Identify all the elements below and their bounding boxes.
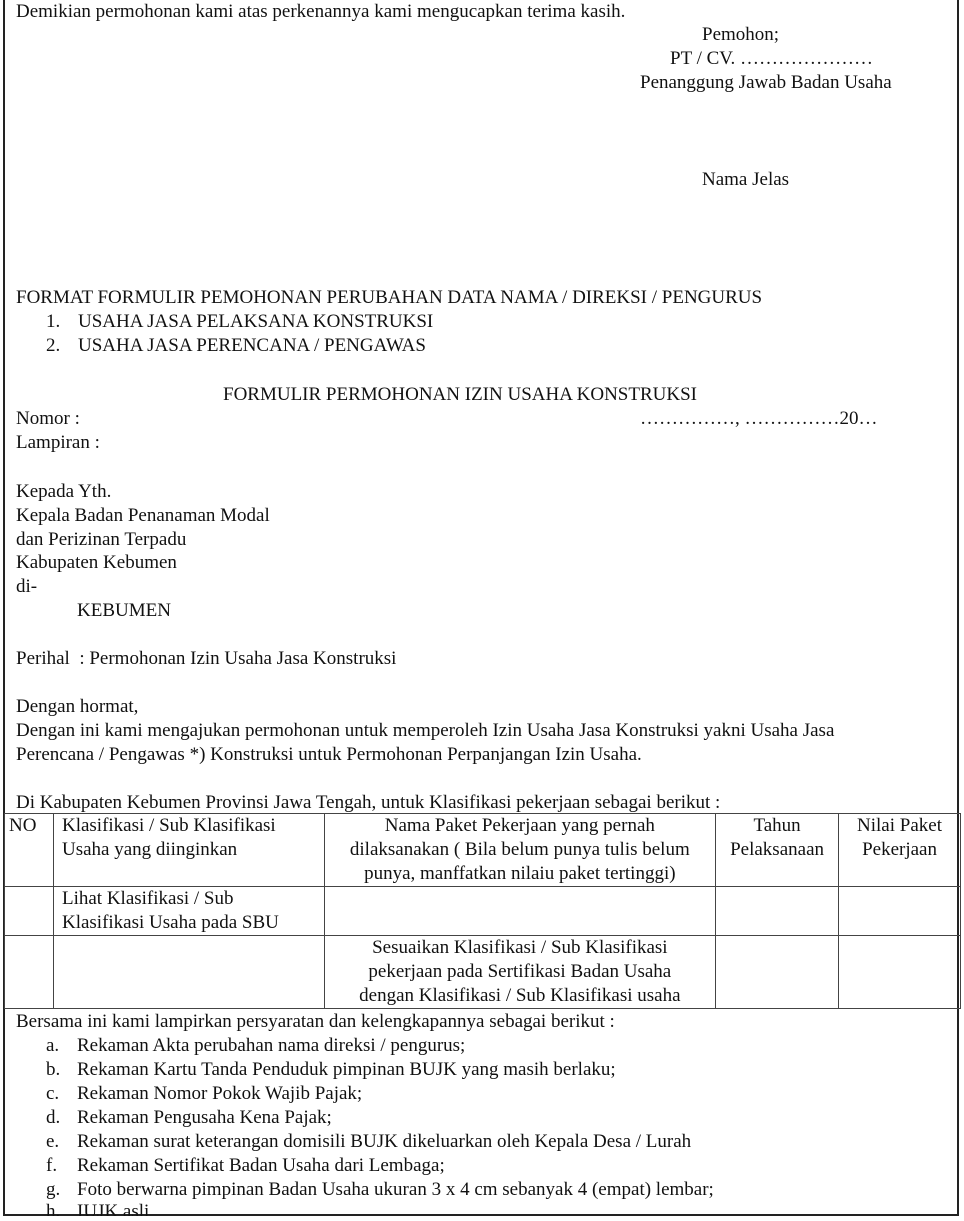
recipient-line: Kepala Badan Penanaman Modal — [16, 505, 270, 526]
attachment-text: Foto berwarna pimpinan Badan Usaha ukuran 3 x 4 cm sebanyak 4 (empat) lembar; — [77, 1179, 714, 1200]
attachment-label: h. — [46, 1201, 61, 1216]
attachment-text: Rekaman Akta perubahan nama direksi / pengurus; — [77, 1035, 466, 1056]
lampiran-label: Lampiran : — [16, 432, 100, 453]
attachment-item — [46, 1200, 149, 1216]
attachment-label: g. — [46, 1179, 61, 1200]
classification-intro: Di Kabupaten Kebumen Provinsi Jawa Tengah, untuk Klasifikasi pekerjaan sebagai berikut : — [16, 792, 721, 813]
recipient-greeting: Kepada Yth. — [16, 481, 112, 502]
format-item — [46, 310, 433, 334]
attachment-item — [46, 1130, 691, 1154]
attachment-item — [46, 1058, 616, 1082]
recipient-line: dan Perizinan Terpadu — [16, 529, 187, 550]
attachment-label: f. — [46, 1155, 58, 1176]
table-row — [5, 936, 961, 1009]
attachment-item — [46, 1106, 332, 1130]
format-item-num: 1. — [46, 311, 61, 332]
attachment-text: Rekaman Sertifikat Badan Usaha dari Lembaga; — [77, 1155, 445, 1176]
attachment-text: IUJK asli — [77, 1201, 150, 1216]
table-cell — [716, 887, 839, 936]
row1-klasifikasi: Lihat Klasifikasi / Sub Klasifikasi Usaha pada SBU — [53, 887, 324, 936]
company-line: PT / CV. ………………… — [670, 48, 874, 69]
date-line: ……………, ……………20… — [640, 408, 878, 429]
body-paragraph-line: Dengan ini kami mengajukan permohonan untuk memperoleh Izin Usaha Jasa Konstruksi yakni Usaha Jasa — [16, 720, 835, 741]
header-tahun: Tahun Pelaksanaan — [716, 814, 839, 887]
attachment-item — [46, 1178, 714, 1202]
table-cell — [324, 887, 715, 936]
format-title: FORMAT FORMULIR PEMOHONAN PERUBAHAN DATA NAMA / DIREKSI / PENGURUS — [16, 287, 763, 308]
table-header-row — [5, 814, 961, 887]
attachment-label: b. — [46, 1059, 61, 1080]
header-nilai: Nilai Paket Pekerjaan — [839, 814, 961, 887]
format-item-num: 2. — [46, 335, 61, 356]
recipient-line: Kabupaten Kebumen — [16, 552, 177, 573]
classification-table — [4, 813, 961, 1009]
subject-line: Perihal : Permohonan Izin Usaha Jasa Konstruksi — [16, 648, 397, 669]
table-cell — [716, 936, 839, 1009]
attachment-text: Rekaman surat keterangan domisili BUJK dikeluarkan oleh Kepala Desa / Lurah — [77, 1131, 692, 1152]
attachment-label: e. — [46, 1131, 60, 1152]
header-no: NO — [5, 814, 54, 887]
attachment-label: a. — [46, 1035, 60, 1056]
attachment-label: d. — [46, 1107, 61, 1128]
format-item — [46, 334, 426, 358]
attachments-intro: Bersama ini kami lampirkan persyaratan dan kelengkapannya sebagai berikut : — [16, 1011, 615, 1032]
table-cell — [53, 936, 324, 1009]
attachment-text: Rekaman Kartu Tanda Penduduk pimpinan BUJK yang masih berlaku; — [77, 1059, 616, 1080]
recipient-city: KEBUMEN — [77, 600, 171, 621]
attachment-item — [46, 1154, 445, 1178]
table-cell — [839, 936, 961, 1009]
recipient-line: di- — [16, 576, 38, 597]
closing-thanks: Demikian permohonan kami atas perkenannya kami mengucapkan terima kasih. — [16, 1, 626, 22]
table-cell — [5, 936, 54, 1009]
format-item-text: USAHA JASA PERENCANA / PENGAWAS — [78, 335, 426, 356]
form-title: FORMULIR PERMOHONAN IZIN USAHA KONSTRUKSI — [223, 384, 697, 405]
row2-paket: Sesuaikan Klasifikasi / Sub Klasifikasi pekerjaan pada Sertifikasi Badan Usaha dengan Klasifikasi / Sub Klasifikasi usaha — [324, 936, 715, 1009]
salutation: Dengan hormat, — [16, 696, 139, 717]
table-cell — [839, 887, 961, 936]
attachment-label: c. — [46, 1083, 60, 1104]
header-klasifikasi: Klasifikasi / Sub Klasifikasi Usaha yang diinginkan — [53, 814, 324, 887]
attachment-item — [46, 1034, 465, 1058]
attachment-text: Rekaman Pengusaha Kena Pajak; — [77, 1107, 332, 1128]
applicant-label: Pemohon; — [702, 24, 780, 45]
body-paragraph-line: Perencana / Pengawas *) Konstruksi untuk Permohonan Perpanjangan Izin Usaha. — [16, 744, 642, 765]
table-row — [5, 887, 961, 936]
attachment-item — [46, 1082, 362, 1106]
format-item-text: USAHA JASA PELAKSANA KONSTRUKSI — [78, 311, 434, 332]
nomor-label: Nomor : — [16, 408, 80, 429]
full-name-label: Nama Jelas — [702, 169, 790, 190]
responsible-title: Penanggung Jawab Badan Usaha — [640, 72, 892, 93]
attachment-text: Rekaman Nomor Pokok Wajib Pajak; — [77, 1083, 363, 1104]
table-cell — [5, 887, 54, 936]
header-paket: Nama Paket Pekerjaan yang pernah dilaksanakan ( Bila belum punya tulis belum punya, manffatkan nilaiu paket tertinggi) — [324, 814, 715, 887]
